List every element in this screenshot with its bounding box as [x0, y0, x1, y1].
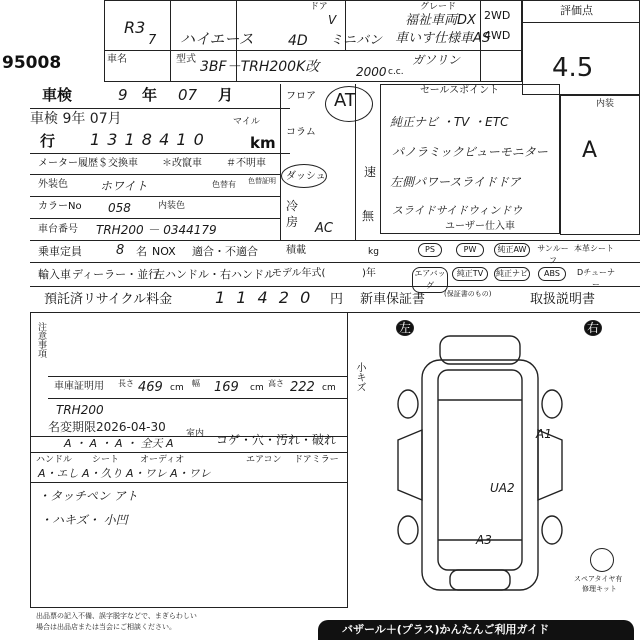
- trans-value: AT: [334, 90, 356, 111]
- grades-row: A ・ A ・ A ・ 全天 A: [64, 437, 174, 450]
- spare-note: 修理キット: [582, 585, 617, 593]
- equip-ps: PS: [418, 243, 442, 257]
- speed-label: 速: [364, 165, 377, 179]
- floor-label: フロア: [286, 91, 316, 102]
- color-note-2: 色替証明: [248, 177, 276, 185]
- handle-label: 左ハンドル・右ハンドル: [154, 268, 275, 281]
- dash-circle: [281, 164, 327, 188]
- handwritten-note-1: ・タッチペン アト: [38, 489, 138, 503]
- guide-banner-text: バザール＋(プラス)かんたんご利用ガイド: [342, 623, 550, 636]
- load-label: 積載: [286, 245, 306, 256]
- capacity-unit: 名: [136, 245, 147, 258]
- shaken-year-unit: 年: [142, 86, 158, 104]
- interior-grade-value: A: [582, 138, 598, 163]
- manual-label: 取扱説明書: [530, 292, 596, 307]
- drive-4wd: 4WD: [484, 29, 511, 42]
- capacity-label: 乗車定員: [38, 245, 82, 258]
- column-label: コラム: [286, 127, 316, 138]
- divider: [30, 218, 280, 219]
- equip-sunroof: サンルーフ: [537, 244, 569, 265]
- diagram-right-label: 右: [584, 320, 602, 336]
- kg-label: kg: [368, 247, 379, 257]
- damage-label: コゲ・穴・汚れ・破れ: [216, 433, 337, 447]
- chassis-label: 車台番号: [38, 224, 78, 235]
- cert-label: 車庫証明用: [54, 381, 104, 392]
- interior-grade-frame: [560, 95, 640, 235]
- car-diagram: [380, 330, 580, 600]
- yen-label: 円: [330, 292, 344, 307]
- diagram-mark-a3: A3: [476, 533, 492, 547]
- doors-label: ドア: [310, 2, 328, 12]
- equip-tv: 純正TV: [452, 267, 488, 281]
- divider: [30, 196, 280, 197]
- fuel-handwritten: ガソリン: [412, 53, 461, 67]
- mileage-unit: km: [250, 134, 276, 152]
- equip-dtuner: Dチューナー: [577, 268, 615, 289]
- divider: [280, 84, 281, 240]
- sales-points-label: セールスポイント: [420, 85, 500, 96]
- dealer-label: ディーラー・並行: [72, 268, 160, 281]
- meter-history-label: メーター履歴: [38, 158, 98, 169]
- score-value: 4.5: [552, 53, 594, 83]
- miles-label: マイル: [233, 117, 260, 127]
- capacity-value: 8: [116, 243, 125, 258]
- month-handwritten: 7: [148, 33, 157, 48]
- handwritten-note-2: ・ハキズ・ 小凹: [40, 513, 128, 527]
- interior-room-label: 室内: [186, 429, 205, 439]
- auction-number: 95008: [2, 53, 62, 73]
- warranty-label: 新車保証書: [360, 292, 426, 307]
- equip-abs: ABS: [538, 267, 566, 281]
- shaken-year: 9: [118, 86, 128, 104]
- model-code: 3BF－TRH200K改: [200, 59, 320, 75]
- sales-point-4: スライドサイドウィンドウ: [392, 204, 523, 217]
- ac-label-2: 房: [286, 215, 299, 229]
- divider: [30, 482, 348, 483]
- divider: [170, 0, 171, 82]
- diagram-left-label: 左: [396, 320, 414, 336]
- import-label: 輸入車: [38, 268, 71, 281]
- diagram-mark-ua2: UA2: [490, 481, 515, 495]
- length-value: 469: [138, 380, 163, 395]
- name-change-expiry: 名変期限2026-04-30: [48, 420, 166, 434]
- recycle-label: 預託済リサイクル料金: [44, 292, 173, 307]
- length-label: 長さ: [118, 379, 134, 388]
- interior-color-label: 内装色: [158, 201, 186, 211]
- width-value: 169: [214, 380, 239, 395]
- doors-handwritten: 4D: [288, 33, 308, 49]
- equip-airbag: エアバッグ: [412, 267, 448, 293]
- col-audio: オーディオ: [140, 455, 185, 465]
- note-label: 注意事項: [36, 322, 46, 358]
- sales-point-2: パノラミックビューモニター: [392, 145, 548, 159]
- cc-label: c.c.: [388, 67, 404, 77]
- ac-value: AC: [315, 221, 333, 236]
- shaken-overlay: 車検 9年 07月: [30, 111, 122, 127]
- col-aircon: エアコン: [246, 455, 282, 465]
- interior-grade-label: 内装: [596, 99, 615, 109]
- sales-point-1: 純正ナビ ・TV ・ETC: [390, 115, 509, 129]
- nox-label: NOX: [152, 245, 176, 258]
- color-no-label: カラーNo: [38, 201, 82, 212]
- model-year-label: モデル年式(: [272, 268, 326, 279]
- nox-value: 適合・不適合: [192, 245, 258, 258]
- warranty-note: (保証書のもの): [444, 290, 492, 298]
- no-label: 無: [362, 209, 375, 223]
- ac-label-1: 冷: [286, 199, 299, 213]
- model-year-suffix: )年: [362, 268, 376, 279]
- shaken-month-unit: 月: [218, 86, 234, 104]
- color-label: 外装色: [38, 179, 68, 190]
- divider: [48, 398, 348, 399]
- width-label: 幅: [192, 379, 200, 388]
- footer-note-1: 出品票の記入不備、誤字脱字などで、まぎらわしい: [36, 612, 197, 620]
- displacement: 2000: [356, 65, 387, 79]
- shaken-label: 車検: [42, 86, 73, 104]
- divider: [48, 376, 348, 377]
- meter-unknown: ＃不明車: [226, 158, 266, 169]
- divider: [30, 286, 640, 287]
- divider: [30, 108, 290, 109]
- divider: [30, 452, 348, 453]
- divider: [522, 22, 640, 23]
- v-mark: V: [328, 13, 337, 27]
- user-import-label: ユーザー仕入車: [445, 221, 515, 232]
- color-handwritten: ホワイト: [100, 179, 148, 193]
- chassis-handwritten: TRH200 － 0344179: [96, 223, 217, 237]
- equip-pw: PW: [456, 243, 484, 257]
- equip-leather: 本革シート: [574, 244, 614, 253]
- mileage-value: 1 3 1 8 4 1 0: [90, 130, 205, 149]
- col-seat: シート: [92, 455, 120, 465]
- diagram-mark-a1: A1: [536, 427, 552, 441]
- col-mirror: ドアミラー: [294, 455, 339, 465]
- year-handwritten: R3: [124, 18, 146, 37]
- small-scratch-label: 小キズ: [354, 362, 365, 392]
- recycle-value: 1 1 4 2 0: [215, 288, 314, 307]
- height-unit: cm: [322, 383, 336, 393]
- sub-row: A・エし A・久り A・ワレ A・ワレ: [38, 467, 211, 480]
- model-handwritten: ハイエース: [180, 30, 254, 48]
- width-unit: cm: [250, 383, 264, 393]
- footer-note-2: 場合は出品店または当会にご相談ください。: [36, 623, 176, 631]
- divider: [30, 153, 290, 154]
- type-label-1: 車名: [107, 54, 127, 65]
- color-no-value: 058: [108, 201, 131, 215]
- length-unit: cm: [170, 383, 184, 393]
- shaken-month: 07: [178, 86, 198, 104]
- divider: [104, 50, 522, 51]
- sales-point-3: 左側パワースライドドア: [390, 175, 521, 189]
- divider: [30, 240, 640, 241]
- grade-label: グレード: [420, 2, 457, 12]
- type-label-2: 型式: [176, 54, 196, 65]
- body-handwritten: ミニバン: [330, 33, 383, 48]
- meter-altered: ＊改竄車: [162, 158, 202, 169]
- spare-tire-icon: [590, 548, 614, 572]
- dash-label: ダッシュ: [286, 171, 326, 182]
- chassis-small: TRH200: [56, 403, 104, 417]
- height-label: 高さ: [268, 379, 284, 388]
- drive-2wd: 2WD: [484, 9, 511, 22]
- col-handle: ハンドル: [36, 455, 73, 465]
- color-note: 色替有: [212, 180, 236, 189]
- grade-handwritten-1: 福祉車両DX: [405, 13, 476, 28]
- mileage-prefix: 行: [40, 132, 56, 150]
- score-label: 評価点: [560, 4, 593, 17]
- equip-aw: 純正AW: [494, 243, 530, 257]
- meter-exchanged: ＄交換車: [98, 158, 138, 169]
- height-value: 222: [290, 380, 315, 395]
- divider: [30, 174, 280, 175]
- grade-handwritten-2: 車いす仕様車AS: [395, 31, 491, 46]
- spare-label: スペアタイヤ有: [574, 575, 623, 583]
- equip-navi: 純正ナビ: [494, 267, 530, 281]
